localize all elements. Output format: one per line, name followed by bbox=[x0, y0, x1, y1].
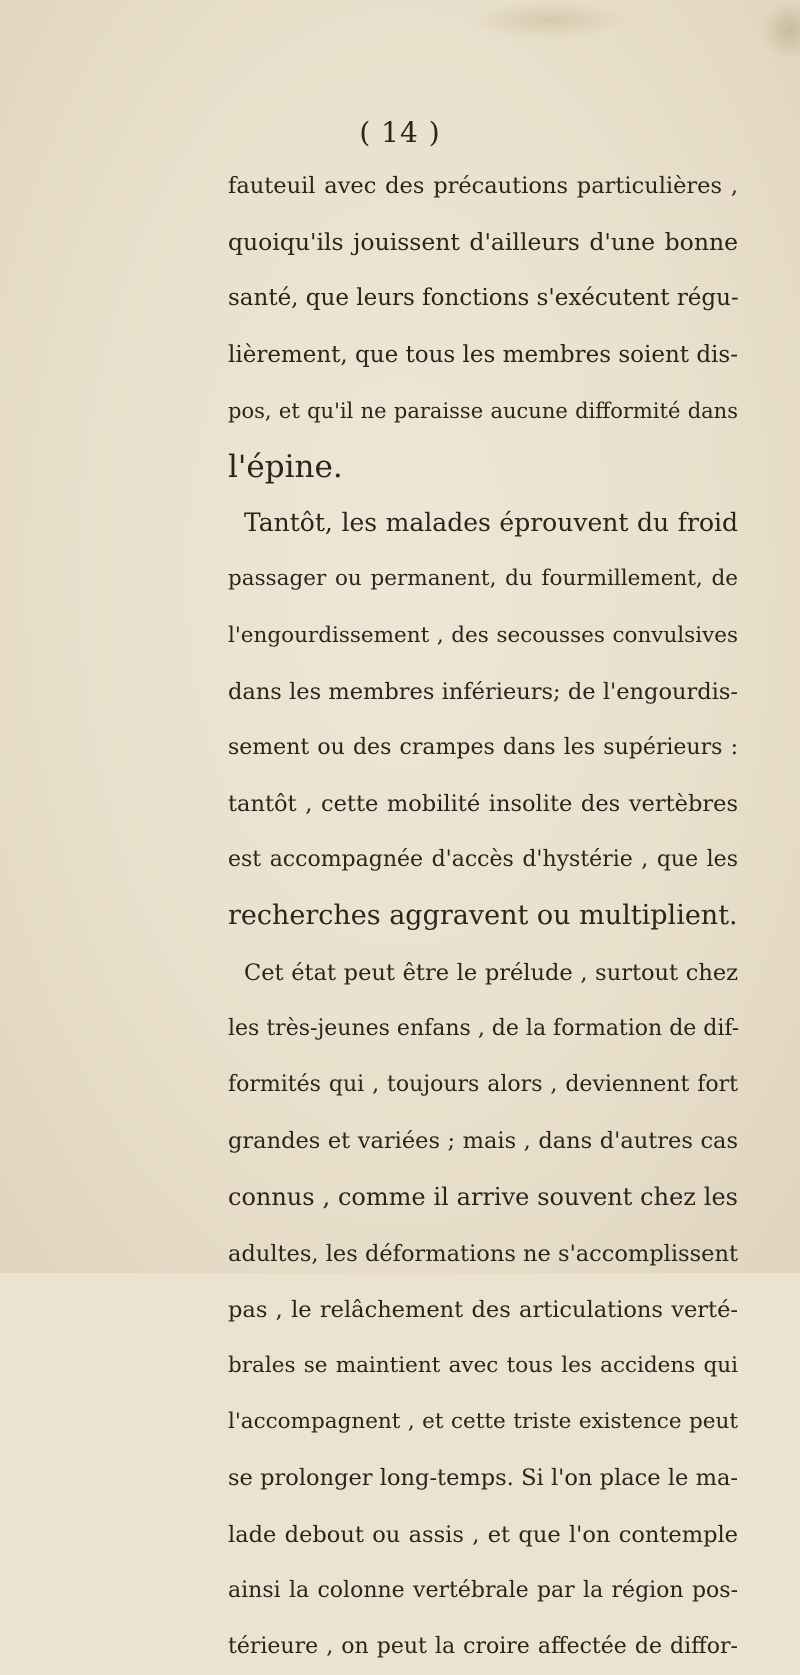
text-line: brales se maintient avec tous les accidens qui bbox=[228, 1352, 738, 1378]
text-line: Cet état peut être le prélude , surtout chez bbox=[244, 959, 738, 986]
text-line: fauteuil avec des précautions particulières , bbox=[228, 173, 738, 199]
text-line: est accompagnée d'accès d'hystérie , que les bbox=[228, 847, 738, 873]
text-line: ainsi la colonne vertébrale par la région pos- bbox=[228, 1577, 738, 1603]
text-line: quoiqu'ils jouissent d'ailleurs d'une bonne bbox=[228, 228, 738, 257]
text-line: térieure , on peut la croire affectée de diffor- bbox=[228, 1633, 738, 1659]
text-line: l'engourdissement , des secousses convulsives bbox=[228, 622, 738, 648]
paper-stain bbox=[470, 0, 630, 40]
text-line: pas , le relâchement des articulations verté- bbox=[228, 1296, 738, 1323]
text-line: connus , comme il arrive souvent chez les bbox=[228, 1183, 738, 1212]
text-line: grandes et variées ; mais , dans d'autres cas bbox=[228, 1128, 738, 1155]
text-line: santé, que leurs fonctions s'exécutent régu- bbox=[228, 285, 739, 312]
text-line: lièrement, que tous les membres soient dis- bbox=[228, 341, 738, 368]
text-line: les très-jeunes enfans , de la formation de dif- bbox=[228, 1015, 740, 1041]
text-line: adultes, les déformations ne s'accomplissent bbox=[228, 1240, 738, 1267]
page-number: ( 14 ) bbox=[359, 116, 441, 149]
text-line: pos, et qu'il ne paraisse aucune difformité dans bbox=[228, 398, 738, 423]
text-line: se prolonger long-temps. Si l'on place le ma- bbox=[228, 1465, 738, 1492]
body-text bbox=[228, 158, 738, 1675]
text-line: sement ou des crampes dans les supérieurs : bbox=[228, 734, 738, 760]
text-line: Tantôt, les malades éprouvent du froid bbox=[244, 508, 738, 538]
text-line: passager ou permanent, du fourmillement, de bbox=[228, 566, 738, 592]
text-line: recherches aggravent ou multiplient. bbox=[228, 900, 738, 932]
text-line: tantôt , cette mobilité insolite des vertèbres bbox=[228, 791, 738, 818]
text-line: l'épine. bbox=[228, 448, 343, 485]
text-line: formités qui , toujours alors , deviennent fort bbox=[228, 1072, 738, 1097]
text-line: dans les membres inférieurs; de l'engourdis- bbox=[228, 678, 738, 705]
text-line: l'accompagnent , et cette triste existence peut bbox=[228, 1409, 738, 1435]
text-line: lade debout ou assis , et que l'on contemple bbox=[228, 1521, 738, 1548]
paper-stain bbox=[760, 0, 800, 60]
